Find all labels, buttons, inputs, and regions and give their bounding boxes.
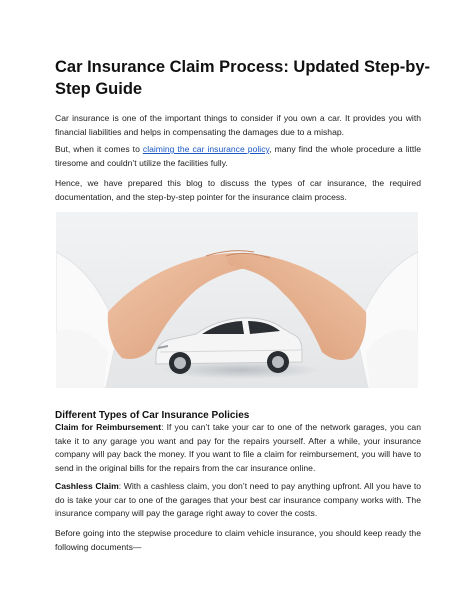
claiming-policy-link[interactable]: claiming the car insurance policy	[142, 144, 270, 154]
reimbursement-paragraph	[55, 421, 421, 475]
reimbursement-text: : If you can’t take your car to one of the network garages, you can take it to any garage you want and pay for the repairs yourself. After a while, your insurance company will pay back the money. If you want to file a claim for reimbursement, you will have to send in the original bills for the repairs from the car insurance online.	[55, 422, 421, 473]
cashless-label: Cashless Claim	[55, 481, 119, 491]
section-heading-policy-types: Different Types of Car Insurance Policies	[55, 410, 250, 421]
closing-paragraph: Before going into the stepwise procedure to claim vehicle insurance, you should keep ready the following documents—	[55, 528, 421, 552]
hands-car-illustration	[56, 212, 418, 388]
hands-protecting-car-image	[56, 212, 418, 388]
claim-paragraph	[55, 143, 421, 170]
cashless-text: : With a cashless claim, you don’t need to pay anything upfront. All you have to do is take your car to one of the garages that your best car insurance company works with. The insurance company will pay the garage right away to cover the costs.	[55, 481, 422, 519]
claim-paragraph-end: , many find the whole procedure a little tiresome and couldn’t utilize the facilities fully.	[55, 144, 421, 168]
cashless-paragraph	[55, 480, 421, 521]
page-title: Car Insurance Claim Process: Updated Step-by-Step Guide	[55, 58, 431, 98]
blog-purpose-paragraph: Hence, we have prepared this blog to discuss the types of car insurance, the required documentation, and the step-by-step pointer for the insurance claim process.	[55, 178, 421, 202]
reimbursement-label: Claim for Reimbursement	[55, 422, 162, 432]
intro-paragraph: Car insurance is one of the important things to consider if you own a car. It provides you with financial liabilities and helps in compensating the damages due to a mishap.	[55, 113, 421, 137]
claim-paragraph-start: But, when it comes to	[55, 144, 143, 154]
